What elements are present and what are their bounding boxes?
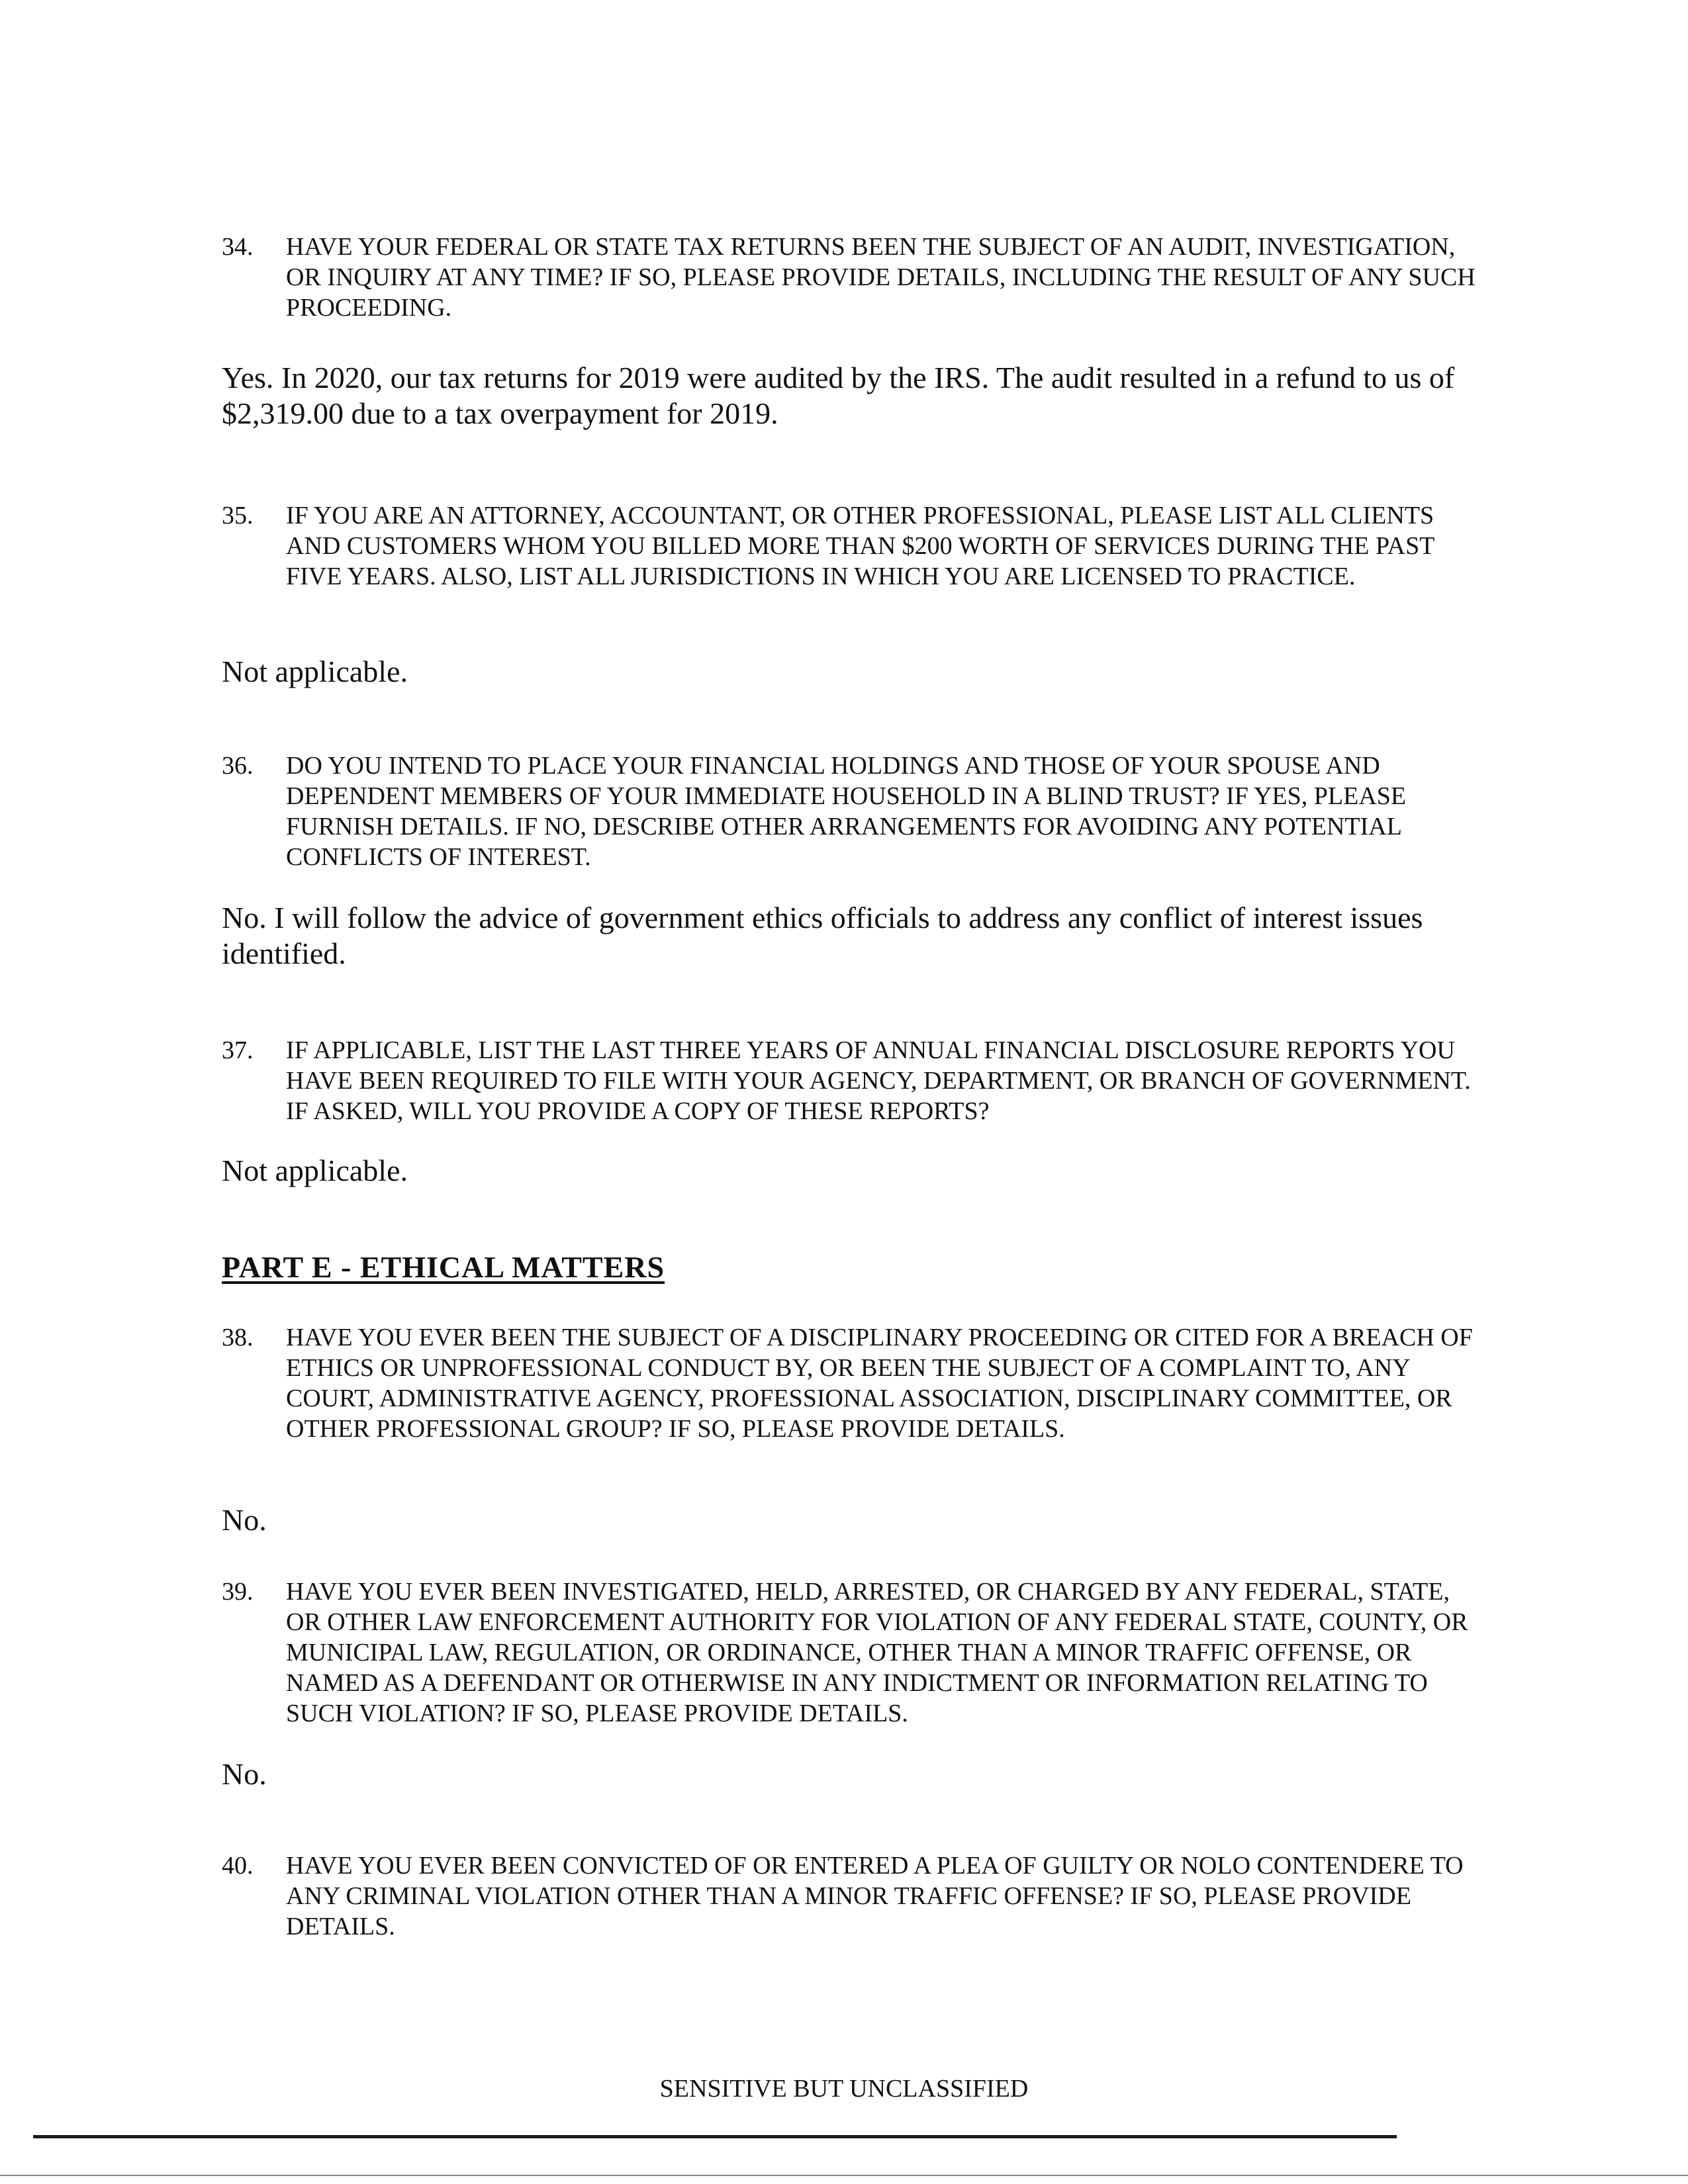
classification-footer: SENSITIVE BUT UNCLASSIFIED <box>659 2075 1029 2103</box>
answer-34: Yes. In 2020, our tax returns for 2019 were audited by the IRS. The audit resulted in a refund to us of $2,319.00 due to a tax overpayment for 2019. <box>222 361 1455 430</box>
question-text: HAVE YOUR FEDERAL OR STATE TAX RETURNS BEEN THE SUBJECT OF AN AUDIT, INVESTIGATION, OR INQUIRY AT ANY TIME? IF SO, PLEASE PROVIDE DETAILS, INCLUDING THE RESULT OF ANY SUCH PROCEEDING. <box>286 233 1476 322</box>
question-36 <box>222 751 1479 872</box>
question-number: 40. <box>222 1852 254 1880</box>
question-text: HAVE YOU EVER BEEN CONVICTED OF OR ENTERED A PLEA OF GUILTY OR NOLO CONTENDERE TO ANY CRIMINAL VIOLATION OTHER THAN A MINOR TRAFFIC OFFENSE? IF SO, PLEASE PROVIDE DETAILS. <box>286 1852 1464 1940</box>
section-heading: PART E - ETHICAL MATTERS <box>222 1250 665 1284</box>
question-39 <box>222 1576 1479 1729</box>
question-37 <box>222 1035 1479 1126</box>
question-text: HAVE YOU EVER BEEN THE SUBJECT OF A DISCIPLINARY PROCEEDING OR CITED FOR A BREACH OF ETHICS OR UNPROFESSIONAL CONDUCT BY, OR BEEN THE SUBJECT OF A COMPLAINT TO, ANY COURT, ADMINISTRATIVE AGENCY, PROFESSIONAL ASSOCIATION, DISCIPLINARY COMMITTEE, OR OTHER PROFESSIONAL GROUP? IF SO, PLEASE PROVIDE DETAILS. <box>286 1324 1473 1443</box>
question-text: HAVE YOU EVER BEEN INVESTIGATED, HELD, ARRESTED, OR CHARGED BY ANY FEDERAL, STATE, OR OTHER LAW ENFORCEMENT AUTHORITY FOR VIOLATION OF ANY FEDERAL STATE, COUNTY, OR MUNICIPAL LAW, REGULATION, OR ORDINANCE, OTHER THAN A MINOR TRAFFIC OFFENSE, OR NAMED AS A DEFENDANT OR OTHERWISE IN ANY INDICTMENT OR INFORMATION RELATING TO SUCH VIOLATION? IF SO, PLEASE PROVIDE DETAILS. <box>286 1578 1468 1727</box>
answer-36: No. I will follow the advice of government ethics officials to address any conflict of interest issues identified. <box>222 901 1423 970</box>
question-number: 38. <box>222 1324 254 1351</box>
page-edge-line <box>0 2175 1688 2176</box>
question-text: IF YOU ARE AN ATTORNEY, ACCOUNTANT, OR OTHER PROFESSIONAL, PLEASE LIST ALL CLIENTS AND CUSTOMERS WHOM YOU BILLED MORE THAN $200 WORTH OF SERVICES DURING THE PAST FIVE YEARS. ALSO, LIST ALL JURISDICTIONS IN WHICH YOU ARE LICENSED TO PRACTICE. <box>286 502 1434 590</box>
question-40 <box>222 1850 1479 1942</box>
question-number: 36. <box>222 752 254 780</box>
question-number: 39. <box>222 1578 254 1606</box>
answer-38: No. <box>222 1503 267 1537</box>
answer-39: No. <box>222 1757 267 1791</box>
question-34 <box>222 232 1479 323</box>
question-38 <box>222 1322 1479 1444</box>
question-number: 34. <box>222 233 254 261</box>
question-35 <box>222 500 1479 592</box>
question-text: DO YOU INTEND TO PLACE YOUR FINANCIAL HOLDINGS AND THOSE OF YOUR SPOUSE AND DEPENDENT MEMBERS OF YOUR IMMEDIATE HOUSEHOLD IN A BLIND TRUST? IF YES, PLEASE FURNISH DETAILS. IF NO, DESCRIBE OTHER ARRANGEMENTS FOR AVOIDING ANY POTENTIAL CONFLICTS OF INTEREST. <box>286 752 1407 871</box>
answer-37: Not applicable. <box>222 1154 408 1187</box>
answer-35: Not applicable. <box>222 655 408 688</box>
footer-rule <box>33 2135 1397 2138</box>
question-number: 37. <box>222 1036 254 1064</box>
question-number: 35. <box>222 502 254 529</box>
question-text: IF APPLICABLE, LIST THE LAST THREE YEARS OF ANNUAL FINANCIAL DISCLOSURE REPORTS YOU HAVE BEEN REQUIRED TO FILE WITH YOUR AGENCY, DEPARTMENT, OR BRANCH OF GOVERNMENT. IF ASKED, WILL YOU PROVIDE A COPY OF THESE REPORTS? <box>286 1036 1471 1125</box>
